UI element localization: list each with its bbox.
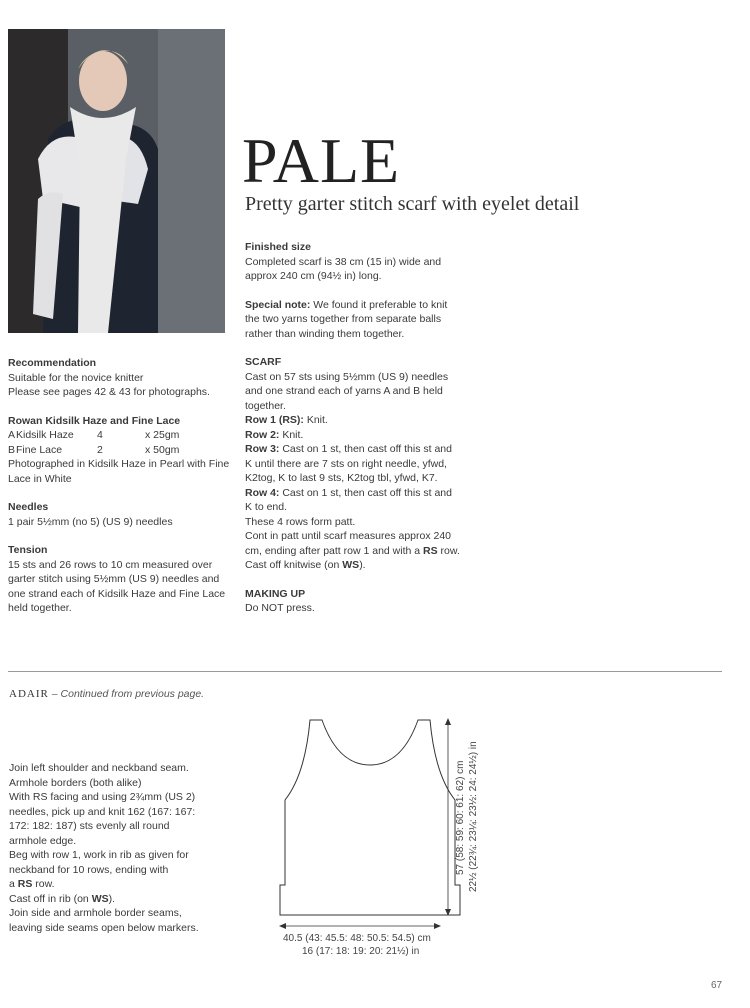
adair-line [9,892,249,907]
recommendation-line: Suitable for the novice knitter [8,371,144,384]
scarf-intro-line: and one strand each of yarns A and B held [245,385,443,397]
row3-text: Cast on 1 st, then cast off this st and [279,443,452,455]
special-note-line: rather than winding them together. [245,327,405,340]
row4-line [245,486,495,501]
section-divider [8,671,722,672]
width-in-label: 16 (17: 18: 19: 20: 21½) in [302,946,420,957]
recommendation-line: Please see pages 42 & 43 for photographs. [8,386,210,398]
adair-text-part: row. [32,878,55,890]
recommendation-heading: Recommendation [8,357,97,369]
cont-text: row. [437,544,460,557]
row4-text: Cast on 1 st, then cast off this st and [279,486,452,499]
special-note-line: the two yarns together from separate balls [245,313,442,325]
yarn-qty: 2 [97,443,103,456]
garment-schematic [260,705,490,965]
width-cm-label: 40.5 (43: 45.5: 48: 50.5: 54.5) cm [283,933,431,944]
row3-line [245,442,495,457]
yarn-name: Kidsilk Haze [16,429,74,441]
row1-line [245,413,495,428]
arrow-head-icon [434,923,441,929]
adair-line: Armhole borders (both alike) [9,776,142,789]
scarf-heading: SCARF [245,356,282,368]
adair-name: ADAIR [9,688,49,700]
making-up-text: Do NOT press. [245,602,315,614]
tension-heading: Tension [8,544,48,556]
row4-label: Row 4: [245,486,280,499]
cont-text: cm, ending after patt row 1 and with a [245,544,424,557]
cont-line [245,544,495,559]
ws-abbrev: WS [91,892,109,905]
finished-size-line: approx 240 cm (94½ in) long. [245,270,382,282]
adair-header [9,688,204,700]
yarn-name: Fine Lace [16,443,63,456]
tension-line: garter stitch using 5½mm (US 9) needles and [8,573,220,585]
adair-text-part: Cast off in rib (on [9,892,92,905]
yarn-heading: Rowan Kidsilk Haze and Fine Lace [8,414,181,427]
yarn-weight: x 50gm [145,443,180,456]
photo-note-line: Photographed in Kidsilk Haze in Pearl with Fine [8,458,230,470]
left-column [8,356,233,616]
ws-abbrev: WS [342,559,360,571]
special-note-text: We found it preferable to knit [310,298,448,311]
adair-line: needles, pick up and knit 162 (167: 167: [9,805,196,818]
adair-line [9,877,249,892]
scarf-intro-line: Cast on 57 sts using 5½mm (US 9) needles [245,370,449,383]
photo-note-line: Lace in White [8,472,72,485]
pattern-title: PALE [242,125,401,196]
row3-line: K until there are 7 sts on right needle, yfwd, [245,457,447,470]
making-up-heading: MAKING UP [245,587,306,600]
patt-line: These 4 rows form patt. [245,515,356,528]
adair-line: Beg with row 1, work in rib as given for [9,849,189,861]
yarn-code: A [8,429,16,441]
tension-line: held together. [8,602,72,614]
row2-label: Row 2: [245,428,280,441]
model-wearing-scarf-image [8,29,225,333]
cont-line: Cont in patt until scarf measures approx 240 [245,530,452,542]
needles-heading: Needles [8,501,49,513]
row2-line [245,428,495,443]
adair-line: With RS facing and using 2¾mm (US 2) [9,791,196,803]
row3-line: K2tog, K to last 9 sts, K2tog tbl, yfwd, K7. [245,472,438,484]
pattern-subtitle: Pretty garter stitch scarf with eyelet detail [245,193,580,215]
yarn-row [8,443,233,458]
special-note-label: Special note: [245,298,311,311]
needles-text: 1 pair 5½mm (no 5) (US 9) needles [8,515,173,528]
row1-label: Row 1 (RS): [245,414,304,426]
tension-line: 15 sts and 26 rows to 10 cm measured over [8,558,213,571]
rs-abbrev: RS [423,544,438,557]
special-note-line [245,298,495,313]
rs-abbrev: RS [17,878,33,890]
adair-line: Join left shoulder and neckband seam. [9,762,189,774]
adair-line: neckband for 10 rows, ending with [9,863,169,876]
castoff-text: ). [359,559,366,571]
adair-line: leaving side seams open below markers. [9,921,199,934]
castoff-text: Cast off knitwise (on [245,559,343,571]
arrow-head-icon [445,718,451,725]
length-in-label: 22½ (22¾: 23¼: 23½: 24: 24½) in [468,741,479,892]
yarn-row [8,428,233,443]
row1-text: Knit. [303,414,328,426]
yarn-qty: 4 [97,429,103,441]
finished-size-heading: Finished size [245,241,311,253]
garment-outline [280,720,460,915]
adair-line: Join side and armhole border seams, [9,907,182,919]
adair-continued: – Continued from previous page. [48,688,205,700]
adair-text-part: ). [108,892,116,905]
arrow-head-icon [279,923,286,929]
row4-line: K to end. [245,501,288,513]
length-cm-label: 57 (58: 59: 60: 61: 62) cm [455,760,466,875]
adair-line: armhole edge. [9,834,77,847]
adair-text-part: a [9,878,18,890]
finished-size-line: Completed scarf is 38 cm (15 in) wide and [245,255,442,268]
page-number: 67 [711,980,723,991]
tension-line: one strand each of Kidsilk Haze and Fine Lace [8,587,226,600]
row3-label: Row 3: [245,443,280,455]
adair-line: 172: 182: 187) sts evenly all round [9,820,170,832]
adair-text [9,761,249,935]
yarn-weight: x 25gm [145,429,180,441]
yarn-code: B [8,443,16,456]
castoff-line [245,558,495,573]
row2-text: Knit. [279,428,304,441]
right-column [245,240,495,616]
model-photo [8,29,225,333]
scarf-intro-line: together. [245,399,286,412]
